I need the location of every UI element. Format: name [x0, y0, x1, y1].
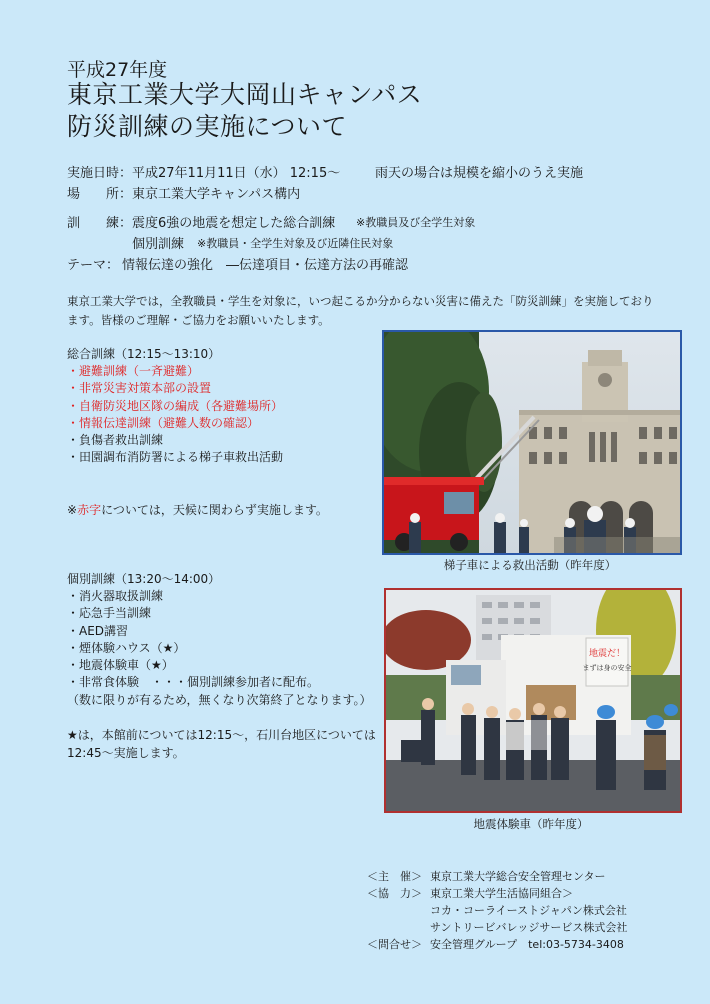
year-label: 平成27年度	[67, 59, 168, 81]
host-label: ＜主 催＞	[367, 870, 422, 883]
red-text-note	[67, 502, 328, 519]
list-item: ・負傷者救出訓練	[67, 433, 164, 448]
note-red-word: 赤字	[77, 503, 102, 517]
star-note-line-2: 12:45～実施します。	[67, 746, 185, 760]
date-label: 実施日時：	[67, 166, 133, 181]
list-item: （数に限りが有るため，無くなり次第終了となります。）	[67, 692, 372, 707]
place-value: 東京工業大学キャンパス構内	[132, 187, 301, 202]
general-training-list	[67, 363, 283, 467]
note-suffix: については，天候に関わらず実施します。	[101, 503, 328, 517]
date-value: 平成27年11月11日（水） 12:15～	[132, 166, 341, 181]
photo-caption-1: 梯子車による救出活動（昨年度）	[443, 558, 617, 572]
list-item: ・消火器取扱訓練	[67, 589, 164, 603]
photo-caption-2: 地震体験車（昨年度）	[473, 817, 589, 831]
rain-note: 雨天の場合は規模を縮小のうえ実施	[375, 166, 584, 181]
star-note-line-1: ★は，本館前については12:15～，石川台地区については	[67, 728, 376, 742]
ladder-truck-photo	[382, 330, 682, 555]
individual-note: ※教職員・全学生対象及び近隣住民対象	[197, 237, 394, 250]
list-item: ・非常食体験 ・・・個別訓練参加者に配布。	[67, 675, 320, 690]
title-line-1: 東京工業大学大岡山キャンパス	[67, 80, 423, 109]
contact-label: ＜問合せ＞	[367, 938, 422, 951]
coop-value-1: 東京工業大学生活協同組合＞	[430, 887, 573, 900]
training-value: 震度6強の地震を想定した総合訓練	[132, 216, 336, 231]
individual-training-section	[67, 571, 372, 709]
note-prefix: ※	[67, 503, 78, 517]
training-note: ※教職員及び全学生対象	[356, 216, 476, 229]
list-item: ・非常災害対策本部の設置	[67, 381, 212, 396]
list-item: ・煙体験ハウス（★）	[67, 640, 186, 655]
list-item: ・AED講習	[67, 623, 129, 638]
individual-training-list	[67, 588, 372, 709]
place-label: 場 所：	[67, 187, 133, 202]
coop-label: ＜協 力＞	[367, 887, 422, 900]
list-item: ・地震体験車（★）	[67, 658, 174, 673]
individual-training-heading: 個別訓練（13:20～14:00）	[67, 572, 221, 586]
truck-sign-line-2: まずは身の安全	[582, 664, 632, 672]
host-value: 東京工業大学総合安全管理センター	[430, 870, 606, 883]
theme-value: 情報伝達の強化 ―伝達項目・伝達方法の再確認	[122, 258, 409, 273]
individual-value: 個別訓練	[132, 237, 185, 252]
list-item: ・避難訓練（一斉避難）	[67, 364, 200, 378]
general-training-heading: 総合訓練（12:15～13:10）	[67, 347, 221, 361]
training-label: 訓 練：	[67, 216, 133, 231]
list-item: ・応急手当訓練	[67, 606, 152, 621]
general-training-section	[67, 346, 283, 467]
list-item: ・情報伝達訓練（避難人数の確認）	[67, 415, 260, 430]
truck-sign-line-1: 地震だ！	[588, 649, 626, 659]
title-line-2: 防災訓練の実施について	[67, 112, 348, 141]
theme-label: テーマ：	[67, 258, 120, 273]
intro-paragraph: 東京工業大学では，全教職員・学生を対象に，いつ起こるか分からない災害に備えた「防災訓練」を実施しております。皆様のご理解・ご協力をお願いいたします。	[67, 294, 654, 327]
earthquake-truck-photo	[384, 588, 682, 813]
contact-value: 安全管理グループ tel:03-5734-3408	[430, 938, 624, 951]
list-item: ・田園調布消防署による梯子車救出活動	[67, 450, 284, 465]
coop-value-2: コカ・コーライーストジャパン株式会社	[430, 904, 627, 917]
list-item: ・自衛防災地区隊の編成（各避難場所）	[67, 398, 284, 413]
coop-value-3: サントリービバレッジサービス株式会社	[430, 921, 628, 934]
